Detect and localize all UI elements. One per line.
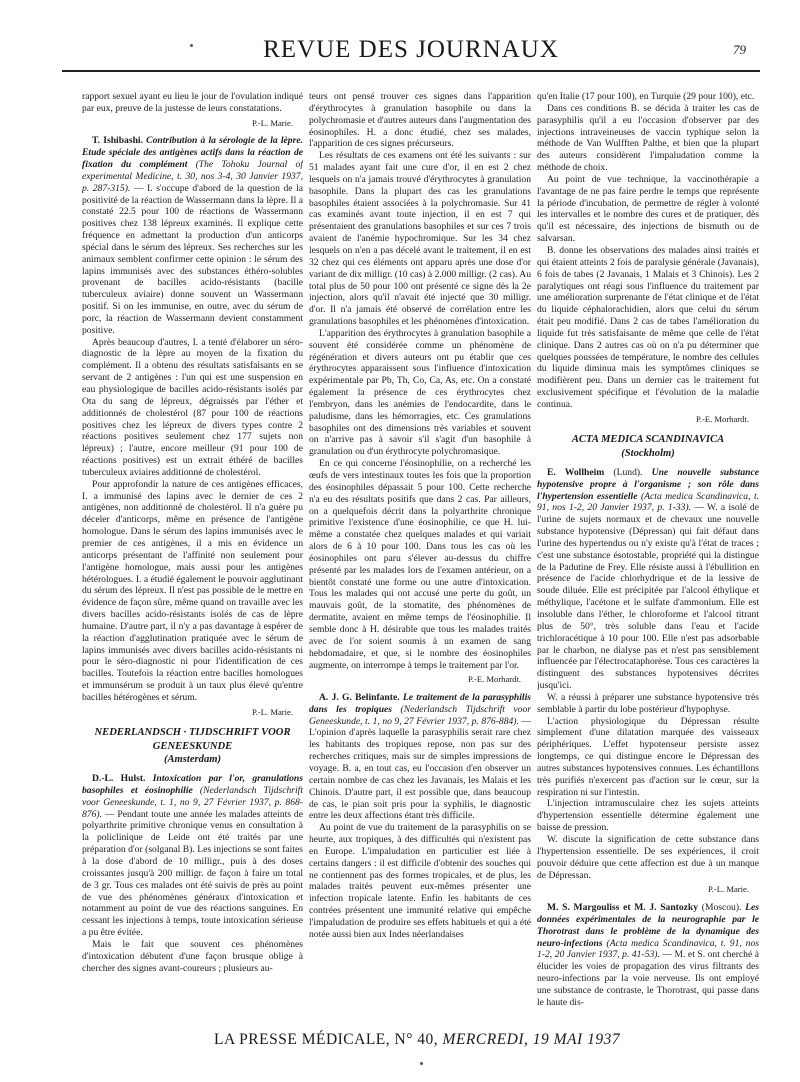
article-title: Les données expérimentales de la neurographie par le Thorotrast dans le problème de la dynamique des neuro-infections [537,902,759,949]
article-reference: (Acta medica Scandinavica, t. 91, nos 1-2, 20 Janvier 1937, p. 41-53). [537,937,759,961]
signature: P.-E. Morhardt. [468,674,521,685]
footer-journal: LA PRESSE MÉDICALE, N° 40, [214,1031,439,1048]
journal-section-heading [82,726,303,766]
paragraph: Dans ces conditions B. se décida à traiter les cas de parasyphilis qu'il a eu l'occasion d'observer par des injections intraveineuses de vaccin typhique selon la méthode de Van Wulfften Palthe, et bien que la plupart des auteurs considèrent l'impaludation comme la méthode de choix. [537,102,759,174]
article-author: E. Wollheim [547,466,605,478]
paragraph: L'action physiologique du Dépressan résulte simplement d'une dilatation marquée des vaisseaux périphériques. L'effet hypotenseur persiste assez longtemps, ce qui distingue encore le Dépressan des autres substances hypotensives connues. Les échantillons très purifiés n'exercent pas d'action sur le cœur, sur la respiration ni sur l'intestin. [537,715,759,798]
article-margouliss [537,902,759,1009]
paragraph: B. donne les observations des malades ainsi traités et qui étaient atteints 2 fois de paralysie générale (Javanais), 6 fois de tabes (2 Javanais, 1 Malais et 3 Chinois). Les 2 paralytiques ont réagi sous l'influence du traitement par une amélioration surprenante de l'état clinique et de l'état du liquide céphalorachidien, alors que celui du sérum était peu modifié. Dans 2 cas de tabes l'amélioration du liquide fut très satisfaisante de même que celle de l'état clinique. Dans 2 autres cas où on n'a pu déterminer que quelques poussées de température, le nombre des cellules du liquide diminua mais les symptômes cliniques se modifièrent peu. Dans un dernier cas le traitement fut exclusivement spécifique et l'évolution de la maladie continua. [537,244,759,410]
paragraph: Après beaucoup d'autres, I. a tenté d'élaborer un séro-diagnostic de la lèpre au moyen de la fixation du complément. Il a obtenu des résultats satisfaisants en se servant de 2 antigènes : l'un qui est une suspension en eau physiologique de bacilles acido-résistants isolés par Ota du sang de lépreux, dégraissés par l'éther et additionnés de cholestérol (87 pour 100 de réactions positives chez les lépreux de divers types contre 2 réactions positives seulement chez 177 sujets non lépreux) ; l'autre, encore meilleur (91 pour 100 de réactions positives) est un extrait éthéré de bacilles tuberculeux aviaires additionné de cholestérol. [82,336,303,478]
article-title: Contribution à la sérologie de la lèpre. Etude spéciale des antigènes actifs dans la réaction de fixation du complément [82,135,303,170]
article-title: Intoxication par l'or, granulations basophiles et éosinophilie [82,773,303,796]
article-text: — L'opinion d'après laquelle la parasyphilis serait rare chez les habitants des tropiques repose, non pas sur des recherches critiques, mais sur de simples impressions de voyage. B. a, en tout cas, eu l'occasion d'en observer un certain nombre de cas chez les Javanais, les Malais et les Chinois. D'autre part, il est possible que, dans beaucoup de cas, le pian soit pris pour la syphilis, le diagnostic entre les deux affections étant très difficile. [309,715,531,822]
article-location: (Lund). [613,466,643,478]
print-speck [420,1062,423,1065]
paragraph: W. a réussi à préparer une substance hypotensive très semblable à partir du lobe postérieur d'hypophyse. [537,691,759,715]
paragraph: qu'en Italie (17 pour 100), en Turquie (29 pour 100), etc. [537,91,755,102]
paragraph: W. discute la signification de cette substance dans l'hypertension essentielle. De ses expériences, il croit pouvoir déduire que cette affection est due à un manque de Dépressan. [537,834,759,881]
signature: P.-E. Morhardt. [696,413,749,424]
paragraph: teurs ont pensé trouver ces signes dans l'apparition d'érythrocytes à granulation basophile ou dans la polychromasie et d'autres auteurs dans l'augmentation des éosinophiles. H. a donc étudié, chez ses malades, l'apparition de ces signes précurseurs. [309,91,531,150]
article-text: — Pendant toute une année les malades atteints de polyarthrite primitive chronique venus en consultation à la policlinique de Leide ont été traités par une préparation d'or (solganal B). Les injections se sont faites à la dose d'abord de 10 milligr., puis à des doses croissantes jusqu'à 200 milligr. de façon à faire un total de 3 gr. Tous ces malades ont été suivis de près au point de vue des phénomènes généraux d'intoxication et notamment au point de vue des réactions sanguines. En cessant les injections à temps, toute intoxication sérieuse a pu être évitée. [82,808,303,939]
running-footer [214,1031,620,1049]
section-title: ACTA MEDICA SCANDINAVICA [571,434,725,446]
article-reference: (Nederlandsch Tijdschrift voor Geneeskunde, t. 1, no 9, 27 Février 1937, p. 868-876). [82,784,303,820]
paragraph: L'injection intramusculaire chez les sujets atteints d'hypertension essentielle détermine également une baisse de pression. [537,798,759,834]
article-hulst [82,773,303,939]
article-location: (Moscou). [701,902,742,913]
article-reference: (Nederlandsch Tijdschrift voor Geneeskunde, t. 1, no 9, 27 Février 1937, p. 876-884). [309,703,531,727]
article-author: M. S. Margouliss et M. J. Santozky [547,902,699,913]
journal-section-heading [537,433,759,459]
signature: P.-L. Marie. [251,117,293,128]
paragraph: rapport sexuel ayant eu lieu le jour de l'ovulation indiqué par eux, preuve de la justesse de leurs constatations. [82,91,303,114]
section-subtitle: (Amsterdam) [163,753,222,765]
article-reference: (The Tohoku Journal of experimental Medicine, t. 30, nos 3-4, 30 Janvier 1937, p. 287-315). [82,158,303,194]
article-wollheim [537,467,759,692]
column-middle [309,91,531,1025]
article-text: — W. a isolé de l'urine de sujets normaux et de chevaux une nouvelle substance hypotensive (Dépressan) qui fait défaut dans l'urine des hypertendus ou n'y existe qu'à l'état de traces ; c'est une substance ésotostable, propriété qui la distingue de la Padutine de Frey. Elle résiste aussi à l'ébullition en présence de l'acide chlorhydrique et de la lessive de soude diluée. Elle est précipitée par l'alcool éthylique et méthylique, l'acétone et le sulfate d'ammonium. Elle est insoluble dans l'éther, le chloroforme et l'alcool titrant plus de 50°, très soluble dans l'eau et l'acide trichloracétique à 10 pour 100. Elle n'est pas adsorbable par le charbon, ne dialyse pas et n'est pas sensiblement influencée par l'électrocataphorèse. Tous ces caractères la distinguent des substances hypotensives décrites jusqu'ici. [537,502,759,692]
article-text: — M. et S. ont cherché à élucider les voies de propagation des virus filtrants des neuro-infections par la voie nerveuse. Ils ont employé une substance de contraste, le Thorotrast, qui passe dans le haute dis- [537,949,759,1008]
signature: P.-L. Marie. [251,706,293,717]
section-subtitle: (Stockholm) [621,447,675,459]
running-header [62,34,760,72]
signature: P.-L. Marie. [707,884,749,895]
column-right [537,91,759,1025]
column-left [82,91,303,1025]
page-number: 79 [733,42,746,57]
article-title: Le traitement de la parasyphilis dans les tropiques [309,691,531,715]
article-author: D.-L. Hulst. [92,773,146,785]
paragraph: Les résultats de ces examens ont été les suivants : sur 51 malades ayant fait une cure d'or, il en est 2 chez lesquels on n'a jamais trouvé d'érythrocytes à granulation basophile. Dans la plupart des cas les granulations basophiles étaient associées à la polychromasie. Sur 41 cas examinés avant toute injection, il en est 7 qui présentaient des granulations basophiles et sur ces 7 trois avaient de l'anémie hypochromique. Sur les 34 chez lesquels on n'en a pas décelé avant le traitement, il en est 32 chez qui ces éléments ont apparu après une dose d'or variant de dix milligr. (10 cas) à 2.000 milligr. (2 cas). Au total plus de 50 pour 100 ont présenté ce signe dès la 2e injection, alors qu'il n'avait été injecté que 30 milligr. d'or. Il n'a jamais été observé de corrélation entre les granulations basophiles et les phénomènes d'intoxication. [309,150,531,328]
section-title: NEDERLANDSCH · TIJDSCHRIFT VOOR GENEESKUNDE [94,727,291,752]
paragraph: L'apparition des érythrocytes à granulation basophile a souvent été considérée comme un phénomène de régénération et divers auteurs ont pu établir que ces érythrocytes apparaissent sous l'influence d'intoxication expérimentale par Pb, Th, Co, Ca, As, etc. On a constaté également la présence de ces érythrocytes chez l'embryon, dans les anémies de l'endocardite, dans le paludisme, dans les hémorragies, etc. Ces granulations basophiles ont des dimensions très variables et souvent on n'arrive pas à savoir s'il s'agit d'un basophile à granulation ou d'un érythrocyte polychromasique. [309,327,531,458]
paragraph: Mais le fait que souvent ces phénomènes d'intoxication débutent d'une façon brusque oblige à chercher des signes avant-coureurs ; plusieurs au- [82,938,303,974]
article-title: Une nouvelle substance hypotensive propre à l'organisme ; son rôle dans l'hypertension essentielle [537,466,759,502]
article-author: T. Ishibashi. [92,135,143,147]
paragraph: Au point de vue du traitement de la parasyphilis on se heurte, aux tropiques, à des difficultés qui n'existent pas en Europe. L'impaludation en particulier est liée à certains dangers : il est difficile d'obtenir des souches qui ne contiennent pas des formes tropicales, et de plus, les malades traités peuvent eux-mêmes présenter une infection tropicale latente. Enfin les habitants de ces contrées présentent une immunité relative qui empêche l'impaludation de produire ses effets habituels et qui a été notée aussi bien aux Indes néerlandaises [309,822,531,940]
page-title: REVUE DES JOURNAUX [263,36,559,63]
article-ishibashi [82,135,303,336]
article-text: — I. s'occupe d'abord de la question de la positivité de la réaction de Wassermann dans la lèpre. Il a constaté 22.5 pour 100 de réactions de Wassermann positives chez 138 lépreux examinés. Il explique cette fréquence en admettant la production d'un anticorps spécial dans le sérum des lépreux. Ses recherches sur les animaux semblent confirmer cette opinion : le sérum des lapins immunisés avec des substances éthéro-solubles provenant de bacilles acido-résistants (bacille tuberculeux aviaire) donne souvent un Wassermann positif. Si on les immunise, en outre, avec du sérum de porc, la réaction de Wassermann devient constamment positive. [82,182,303,336]
article-reference: (Acta medica Scandinavica, t. 91, nos 1-2, 20 Janvier 1937, p. 1-33). [537,490,759,514]
paragraph: Pour approfondir la nature de ces antigènes efficaces, I. a immunisé des lapins avec le dernier de ces 2 antigènes, non additionné de cholestérol. Il n'a guère pu déceler d'anticorps, même en présence de l'antigène homologue. Dans le sérum des lapins immunisés avec le premier de ces antigènes, il a mis en évidence un anticorps présentant de l'affinité non seulement pour l'antigène homologue, mais aussi pour les antigènes hétérologues. I. a étudié également le pouvoir agglutinant du sérum des lépreux. Il n'est pas possible de le mettre en évidence de façon sûre, même quand on travaille avec les divers bacilles acido-résistants isolés de cas de lèpre humaine. D'autre part, il n'y a pas davantage à espérer de la réaction d'agglutination pratiquée avec le sérum de lapins immunisés avec divers bacilles acido-résistants ni pour le séro-diagnostic ni pour l'identification de ces bacilles. Toutefois la réaction entre bacilles homologues et immunsérum se produit à un taux plus élevé qu'entre bacilles hétérogènes et sérum. [82,478,303,703]
article-author: A. J. G. Belinfante. [319,691,400,703]
paragraph: Au point de vue technique, la vaccinothérapie a l'avantage de ne pas faire perdre le temps que représente la période d'incubation, de permettre de régler à volonté les intervalles et le nombre des cures et de pratiquer, dès qu'il est nécessaire, des injections de bismuth ou de salvarsan. [537,173,759,245]
article-belinfante [309,692,531,822]
footer-date: MERCREDI, 19 MAI 1937 [442,1031,621,1048]
paragraph: En ce qui concerne l'éosinophilie, on a recherché les œufs de vers intestinaux toutes les fois que la proportion des éosinophiles dépassait 5 pour 100. Cette recherche n'a eu des résultats positifs que dans 2 cas. Par ailleurs, on a quelquefois décrit dans la polyarthrite chronique primitive l'existence d'une éosinophilie, ce que H. lui-même a constatée chez quelques malades et qui variait alors de 6 à 10 pour 100. Dans tous les cas où les éosinophiles ont paru s'élever au-dessus du chiffre présenté par les malades lors de l'examen antérieur, on a bientôt constaté une forme ou une autre d'intoxication. Tous les malades qui ont accusé une perte du goût, un mauvais goût, de la stomatite, des phénomènes de dermatite, avaient en même temps de l'éosinophilie. Il semble donc à H. désirable que tous les malades traités avec de l'or soient soumis à un examen de sang hebdomadaire, et que, si le nombre des éosinophiles augmente, on interrompe à temps le traitement par l'or. [309,458,531,671]
